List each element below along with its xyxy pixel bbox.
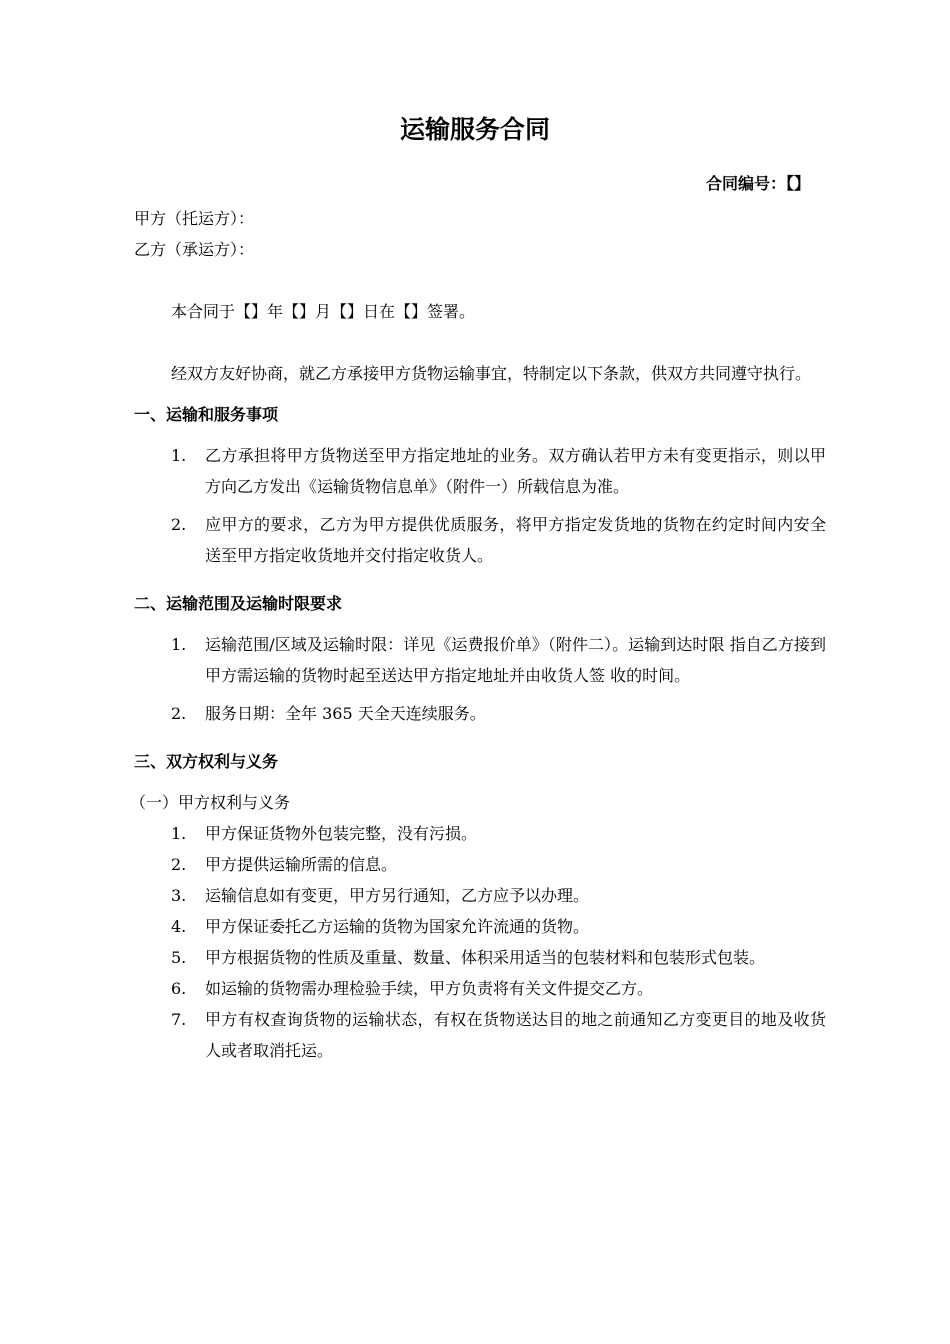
list-item-text: 甲方保证委托乙方运输的货物为国家允许流通的货物。 xyxy=(205,917,590,936)
list-item-number: 1. xyxy=(171,635,187,654)
list-item-number: 2. xyxy=(171,704,187,723)
list-item xyxy=(134,698,826,729)
list-item-number: 7. xyxy=(171,1010,187,1029)
list-item-text: 甲方提供运输所需的信息。 xyxy=(205,855,398,874)
section-1-list xyxy=(134,440,826,571)
list-item xyxy=(134,849,826,880)
list-item xyxy=(134,440,826,502)
party-b-line: 乙方（承运方）： xyxy=(134,240,255,259)
list-item-number: 1. xyxy=(171,446,187,465)
list-item xyxy=(134,942,826,973)
list-item-text: 甲方有权查询货物的运输状态，有权在货物送达目的地之前通知乙方变更目的地及收货人或者取消托运。 xyxy=(205,1010,826,1060)
list-item xyxy=(134,1004,826,1066)
list-item-text: 应甲方的要求，乙方为甲方提供优质服务，将甲方指定发货地的货物在约定时间内安全送至甲方指定收货地并交付指定收货人。 xyxy=(205,515,826,565)
list-item-text: 甲方保证货物外包装完整，没有污损。 xyxy=(205,824,478,843)
list-item-text: 运输信息如有变更，甲方另行通知，乙方应予以办理。 xyxy=(205,886,590,905)
list-item-text: 服务日期：全年 365 天全天连续服务。 xyxy=(205,704,486,723)
document-body xyxy=(130,203,826,1066)
contract-number: 合同编号：【】 xyxy=(705,174,810,193)
section-heading-3: 三、双方权利与义务 xyxy=(134,752,279,771)
section-2-list xyxy=(134,629,826,729)
list-item-number: 5. xyxy=(171,948,187,967)
preamble-paragraph: 经双方友好协商，就乙方承接甲方货物运输事宜，特制定以下条款，供双方共同遵守执行。 xyxy=(171,364,812,383)
list-item-number: 2. xyxy=(171,515,187,534)
blank-line xyxy=(134,327,826,358)
list-item-number: 3. xyxy=(171,886,187,905)
list-item-number: 6. xyxy=(171,979,187,998)
signing-statement: 本合同于【】年【】月【】日在【】签署。 xyxy=(171,302,476,321)
list-item xyxy=(134,973,826,1004)
list-item xyxy=(134,911,826,942)
list-item-number: 1. xyxy=(171,824,187,843)
list-item-text: 运输范围/区域及运输时限：详见《运费报价单》（附件二）。运输到达时限 指自乙方接到甲方需运输的货物时起至送达甲方指定地址并由收货人签 收的时间。 xyxy=(205,635,826,685)
subsection-heading: （一）甲方权利与义务 xyxy=(130,793,291,812)
list-item-number: 2. xyxy=(171,855,187,874)
blank-line xyxy=(134,265,826,296)
list-item xyxy=(134,818,826,849)
list-item xyxy=(134,509,826,571)
section-heading-2: 二、运输范围及运输时限要求 xyxy=(134,594,343,613)
list-item-text: 如运输的货物需办理检验手续，甲方负责将有关文件提交乙方。 xyxy=(205,979,654,998)
list-item-text: 乙方承担将甲方货物送至甲方指定地址的业务。双方确认若甲方未有变更指示，则以甲方向乙方发出《运输货物信息单》（附件一）所载信息为准。 xyxy=(205,446,826,496)
list-item xyxy=(134,880,826,911)
list-item xyxy=(134,629,826,691)
section-heading-1: 一、运输和服务事项 xyxy=(134,405,279,424)
list-item-text: 甲方根据货物的性质及重量、数量、体积采用适当的包装材料和包装形式包装。 xyxy=(205,948,766,967)
list-item-number: 4. xyxy=(171,917,187,936)
party-a-line: 甲方（托运方）： xyxy=(134,209,255,228)
section-3-list xyxy=(134,818,826,1066)
document-title: 运输服务合同 xyxy=(399,115,550,144)
